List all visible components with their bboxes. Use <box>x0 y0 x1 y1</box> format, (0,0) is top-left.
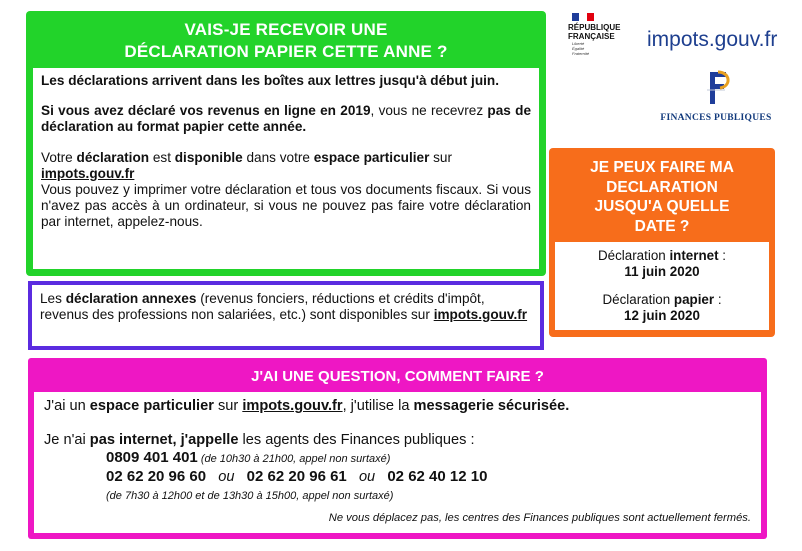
p2-text: , vous ne recevrez <box>370 103 484 119</box>
p3-d: disponible <box>174 149 243 165</box>
paper-date: 12 juin 2020 <box>624 308 700 323</box>
p1-text: Les déclarations arrivent dans les boîtes aux lettres jusqu'à début juin. <box>41 73 499 88</box>
deadline-title-1: JE PEUX FAIRE MA <box>590 159 734 176</box>
republique-francaise-logo <box>568 13 630 63</box>
paper-bold: papier <box>673 292 715 307</box>
p3-c: est <box>149 149 175 165</box>
ou-2: ou <box>358 469 376 485</box>
annexes-c: (revenus fonciers, réductions et crédits d'impôt, revenus des professions non salariées, etc.) sont disponibles sur <box>40 291 485 322</box>
p3-b: déclaration <box>76 149 150 165</box>
internet-bold: internet <box>669 248 719 263</box>
p3-a: Votre <box>41 149 77 165</box>
phone-4[interactable]: 02 62 40 12 10 <box>387 468 488 485</box>
motto-3: Fraternité <box>572 51 590 56</box>
p3-g: sur <box>429 149 453 165</box>
impots-link-3[interactable]: impots.gouv.fr <box>242 398 343 414</box>
question-body <box>34 392 761 533</box>
impots-link-2[interactable]: impots.gouv.fr <box>433 307 528 322</box>
annexes-section <box>28 281 544 350</box>
deadline-title-4: DATE ? <box>634 217 690 235</box>
annexes-a: Les <box>40 291 66 306</box>
l2-c: les agents des Finances publiques : <box>238 432 475 448</box>
closed-notice: Ne vous déplacez pas, les centres des Finances publiques sont actuellement fermés. <box>328 512 751 524</box>
p2-bold2: pas de déclaration au format papier cette année. <box>41 103 531 135</box>
l1-e: messagerie sécurisée. <box>413 398 570 414</box>
internet-colon: : <box>718 248 726 263</box>
title-line-2: DÉCLARATION PAPIER CETTE ANNE ? <box>124 42 448 61</box>
internet-label: Déclaration <box>597 248 670 263</box>
paper-declaration-title <box>26 11 546 67</box>
paper-colon: : <box>714 292 722 307</box>
paper-declaration-section <box>26 11 546 276</box>
p2-bold1: Si vous avez déclaré vos revenus en ligne en 2019 <box>41 103 371 119</box>
republique-line2: FRANÇAISE <box>568 32 615 41</box>
l1-b: espace particulier <box>89 398 214 414</box>
ou-1: ou <box>218 469 235 485</box>
p3-rest: Vous pouvez y imprimer votre déclaration et tous vos documents fiscaux. Si vous n'avez pas accès à un ordinateur, si vous ne pouvez pas faire votre déclaration par internet, appelez-nous. <box>41 182 531 230</box>
impots-gouv-logo: impots.gouv.fr <box>647 28 778 51</box>
motto-1: Liberté <box>572 41 585 46</box>
annexes-b: déclaration annexes <box>65 291 197 306</box>
deadline-title-3: JUSQU'A QUELLE <box>594 198 730 215</box>
l2-b: pas internet, j'appelle <box>89 432 239 448</box>
p3-e: dans votre <box>242 149 314 165</box>
l2-a: Je n'ai <box>44 432 90 448</box>
deadline-title <box>549 148 775 236</box>
french-flag-icon <box>572 13 594 21</box>
motto-2: Égalité <box>572 46 585 51</box>
l1-a: J'ai un <box>44 398 90 414</box>
l1-d: , j'utilise la <box>342 398 414 414</box>
paper-declaration-body <box>33 68 539 269</box>
p3-f: espace particulier <box>313 149 430 165</box>
impots-link-1[interactable]: impots.gouv.fr <box>41 165 135 181</box>
finances-publiques-text: FINANCES PUBLIQUES <box>660 113 772 123</box>
question-title: J'AI UNE QUESTION, COMMENT FAIRE ? <box>251 368 544 385</box>
finances-publiques-emblem-icon <box>696 68 736 108</box>
phone1-note: (de 10h30 à 21h00, appel non surtaxé) <box>197 453 391 465</box>
phone-1[interactable]: 0809 401 401 <box>106 449 198 466</box>
question-section <box>28 358 767 539</box>
internet-date: 11 juin 2020 <box>624 264 700 279</box>
finances-publiques-logo <box>660 68 772 122</box>
paper-label: Déclaration <box>602 292 674 307</box>
deadline-title-2: DECLARATION <box>606 178 718 196</box>
phone-3[interactable]: 02 62 20 96 61 <box>246 468 347 485</box>
republique-line1: RÉPUBLIQUE <box>568 23 621 32</box>
phones-note: (de 7h30 à 12h00 et de 13h30 à 15h00, appel non surtaxé) <box>106 490 394 502</box>
phone-2[interactable]: 02 62 20 96 60 <box>106 468 207 485</box>
l1-c: sur <box>213 398 243 414</box>
deadline-body <box>555 242 769 330</box>
title-line-1: VAIS-JE RECEVOIR UNE <box>184 20 388 39</box>
deadline-section <box>549 148 775 337</box>
